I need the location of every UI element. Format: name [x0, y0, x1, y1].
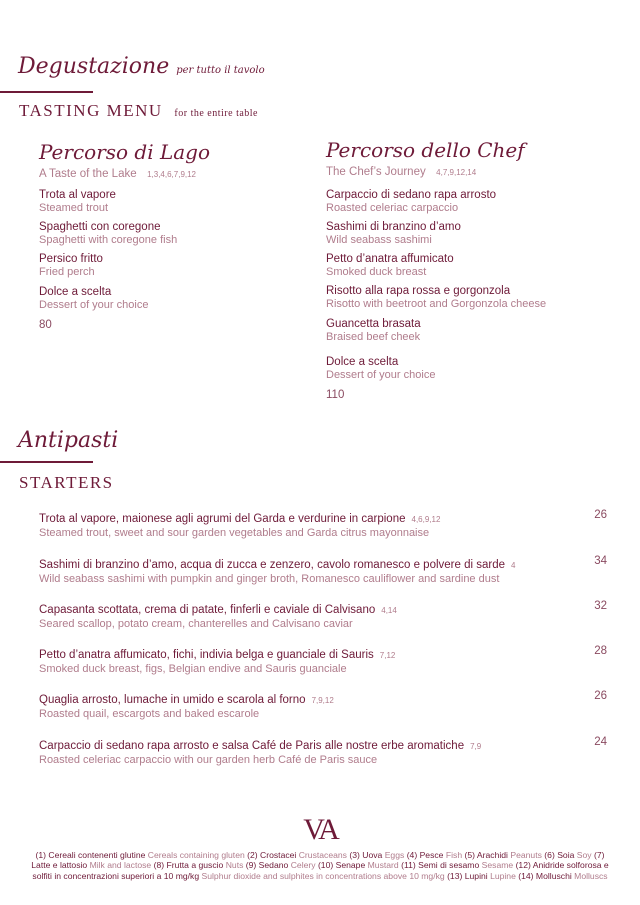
starter-name-it: Quaglia arrosto, lumache in umido e scarola al forno — [39, 694, 306, 706]
starter-name-en: Steamed trout, sweet and sour garden vegetables and Garda citrus mayonnaise — [39, 527, 430, 539]
allergen-10: (10) Senape Mustard — [317, 860, 399, 871]
starter-name-en: Roasted celeriac carpaccio with our garden herb Café de Paris sauce — [39, 754, 378, 766]
dish-name-en: Dessert of your choice — [39, 299, 149, 311]
allergen-3: (3) Uova Eggs — [349, 850, 405, 860]
route-lago-subtitle: A Taste of the Lake — [39, 168, 137, 180]
dish-name-it: Dolce a scelta — [39, 286, 112, 298]
antipasti-rule — [0, 461, 93, 463]
lago-dish-1 — [39, 189, 116, 215]
degustazione-rule — [0, 91, 93, 93]
dish-name-it: Petto d’anatra affumicato — [326, 253, 454, 265]
dish-name-en: Wild seabass sashimi — [326, 234, 432, 246]
starter-allergens: 4,6,9,12 — [411, 515, 441, 524]
route-chef-title: Percorso dello Chef — [326, 138, 525, 162]
chef-dish-1 — [326, 189, 496, 215]
starter-item — [39, 600, 609, 631]
dish-name-en: Roasted celeriac carpaccio — [326, 202, 459, 214]
restaurant-logo — [296, 814, 344, 846]
allergen-5: (5) Arachidi Peanuts — [464, 850, 542, 860]
starter-price: 26 — [594, 509, 607, 521]
starters-title: STARTERS — [19, 473, 114, 492]
route-lago-price: 80 — [39, 319, 52, 331]
allergen-2: (2) Crostacei Crustaceans — [247, 850, 347, 860]
dish-name-en: Risotto with beetroot and Gorgonzola cheese — [326, 298, 547, 310]
lago-dish-2 — [39, 221, 177, 247]
chef-dish-3 — [326, 253, 454, 279]
logo-text: VA — [303, 813, 337, 846]
starter-name-it: Petto d’anatra affumicato, fichi, indivia belga e guanciale di Sauris — [39, 649, 374, 661]
starter-name-en: Wild seabass sashimi with pumpkin and ginger broth, Romanesco cauliflower and sardine dust — [39, 573, 500, 585]
dish-name-en: Braised beef cheek — [326, 331, 421, 343]
starter-price: 26 — [594, 690, 607, 702]
lago-dish-4 — [39, 286, 148, 312]
dish-name-it: Sashimi di branzino d’amo — [326, 221, 461, 233]
allergen-1: (1) Cereali contenenti glutine Cereals containing gluten — [35, 850, 245, 860]
dish-name-it: Spaghetti con coregone — [39, 221, 161, 233]
starter-price: 34 — [594, 555, 607, 567]
starter-allergens: 7,9 — [470, 742, 482, 751]
starter-item — [39, 645, 609, 676]
dish-name-en: Fried perch — [39, 266, 95, 278]
route-lago — [39, 140, 299, 182]
chef-dish-2 — [326, 221, 461, 247]
starter-price: 24 — [594, 736, 607, 748]
starter-name-en: Seared scallop, potato cream, chanterelles and Calvisano caviar — [39, 618, 353, 630]
starter-price: 28 — [594, 645, 607, 657]
starter-allergens: 4 — [511, 561, 516, 570]
chef-dish-5 — [326, 318, 421, 344]
dish-name-it: Persico fritto — [39, 253, 103, 265]
dish-name-en: Spaghetti with coregone fish — [39, 234, 178, 246]
starter-item — [39, 509, 609, 540]
dish-name-it: Risotto alla rapa rossa e gorgonzola — [326, 285, 511, 297]
starter-allergens: 7,9,12 — [311, 696, 334, 705]
dish-name-en: Smoked duck breast — [326, 266, 427, 278]
lago-dish-3 — [39, 253, 103, 279]
allergen-11: (11) Semi di sesamo Sesame — [401, 860, 514, 871]
route-chef — [326, 138, 616, 180]
dish-name-en: Steamed trout — [39, 202, 109, 214]
degustazione-heading — [18, 54, 265, 79]
route-lago-allergens: 1,3,4,6,7,9,12 — [147, 170, 197, 179]
chef-dish-4 — [326, 285, 546, 311]
dish-name-it: Carpaccio di sedano rapa arrosto — [326, 189, 497, 201]
tasting-menu-subtitle: for the entire table — [174, 108, 258, 119]
dish-name-it: Guancetta brasata — [326, 318, 421, 330]
starter-name-en: Roasted quail, escargots and baked escarole — [39, 708, 260, 720]
starter-allergens: 4,14 — [381, 606, 397, 615]
starter-item — [39, 736, 609, 767]
starter-item — [39, 555, 609, 586]
route-chef-allergens: 4,7,9,12,14 — [436, 168, 477, 177]
route-chef-price: 110 — [326, 389, 345, 401]
allergen-7: (7) Latte e lattosio Milk and lactose — [31, 850, 605, 871]
chef-dish-6 — [326, 356, 435, 382]
tasting-menu-heading — [19, 101, 258, 121]
starter-item — [39, 690, 609, 721]
allergen-12: (12) Anidride solforosa e solfiti in concentrazioni superiori a 10 mg/kg Sulphur dioxide and sulphites in concentrations above 10 mg/kg — [32, 860, 609, 881]
starter-name-it: Capasanta scottata, crema di patate, finferli e caviale di Calvisano — [39, 604, 376, 616]
starter-name-en: Smoked duck breast, figs, Belgian endive and Sauris guanciale — [39, 663, 347, 675]
starter-allergens: 7,12 — [379, 651, 396, 660]
allergen-legend — [25, 850, 615, 881]
allergen-9: (9) Sedano Celery — [245, 860, 316, 871]
dish-name-it: Trota al vapore — [39, 189, 116, 201]
dish-name-en: Dessert of your choice — [326, 369, 436, 381]
degustazione-title: Degustazione — [18, 54, 170, 79]
starter-name-it: Trota al vapore, maionese agli agrumi del Garda e verdurine in carpione — [39, 513, 406, 525]
allergen-8: (8) Frutta a guscio Nuts — [153, 860, 244, 871]
degustazione-subtitle: per tutto il tavolo — [176, 65, 265, 76]
allergen-13: (13) Lupini Lupine — [447, 870, 516, 881]
starter-name-it: Sashimi di branzino d’amo, acqua di zucca e zenzero, cavolo romanesco e polvere di sarde — [39, 559, 506, 571]
allergen-6: (6) Soia Soy — [544, 850, 592, 860]
antipasti-title: Antipasti — [18, 428, 119, 453]
starter-name-it: Carpaccio di sedano rapa arrosto e salsa Café de Paris alle nostre erbe aromatiche — [39, 740, 465, 752]
starter-price: 32 — [594, 600, 607, 612]
allergen-14: (14) Molluschi Molluscs — [518, 870, 608, 881]
allergen-4: (4) Pesce Fish — [406, 850, 463, 860]
tasting-menu-title: TASTING MENU — [19, 101, 163, 120]
route-lago-title: Percorso di Lago — [39, 140, 211, 164]
route-chef-subtitle: The Chef’s Journey — [326, 166, 426, 178]
dish-name-it: Dolce a scelta — [326, 356, 399, 368]
